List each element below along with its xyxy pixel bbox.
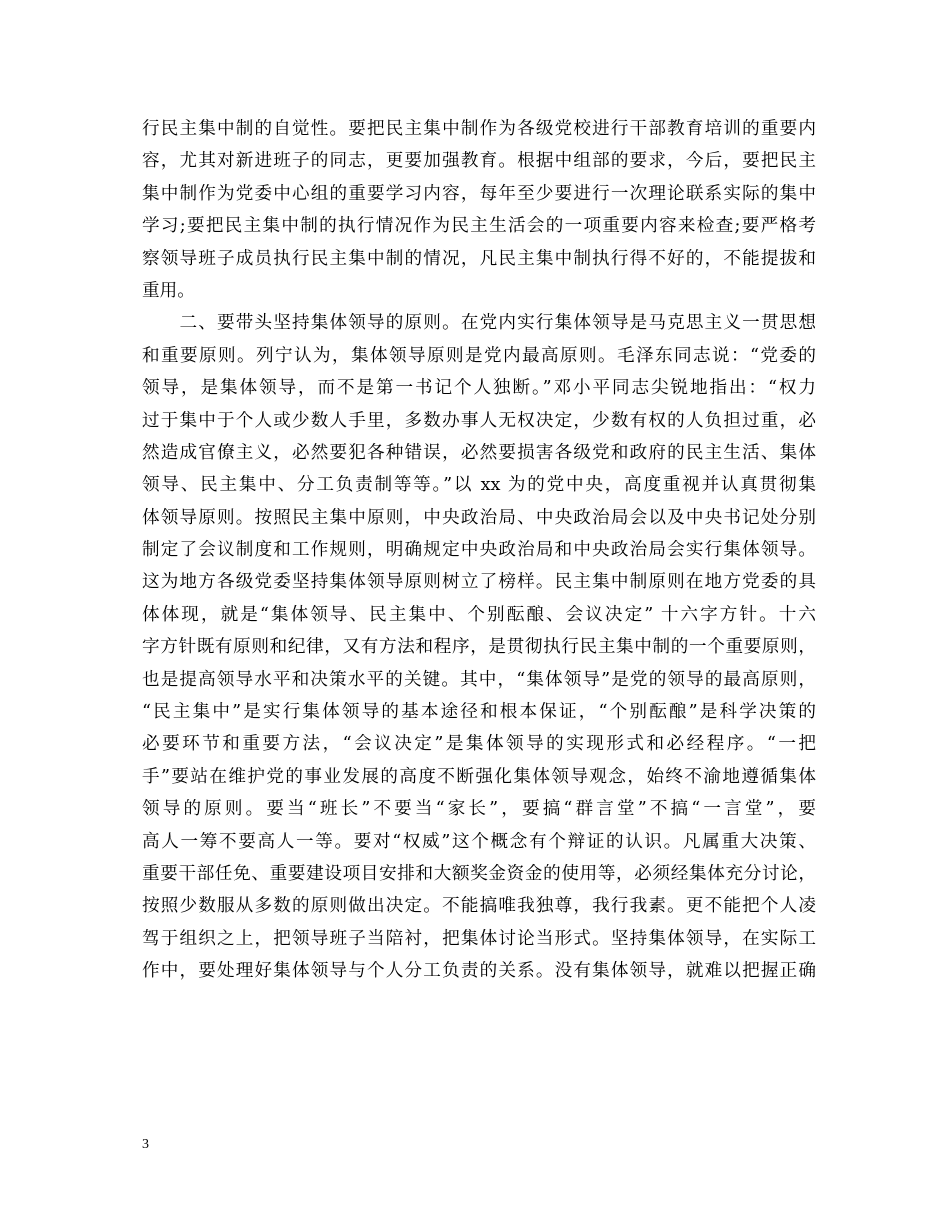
text-line: 驾于组织之上，把领导班子当陪衬，把集体讨论当形式。坚持集体领导，在实际工 (142, 928, 816, 949)
text-line: 集中制作为党委中心组的重要学习内容，每年至少要进行一次理论联系实际的集中 (142, 183, 816, 204)
text-line: 体体现，就是“集体领导、民主集中、个别酝酿、会议决定” 十六字方针。十六 (142, 604, 816, 625)
text-line: 制定了会议制度和工作规则，明确规定中央政治局和中央政治局会实行集体领导。 (142, 540, 816, 561)
text-line: 二、要带头坚持集体领导的原则。在党内实行集体领导是马克思主义一贯思想 (142, 313, 816, 334)
text-line: 领导，是集体领导，而不是第一书记个人独断。”邓小平同志尖锐地指出：“权力 (142, 378, 816, 399)
text-line: 也是提高领导水平和决策水平的关键。其中，“集体领导”是党的领导的最高原则， (142, 669, 816, 690)
text-line: 手”要站在维护党的事业发展的高度不断强化集体领导观念，始终不渝地遵循集体 (142, 766, 816, 787)
text-line: 领导、民主集中、分工负责制等等。”以 xx 为的党中央，高度重视并认真贯彻集 (142, 475, 816, 496)
text-line: 察领导班子成员执行民主集中制的情况，凡民主集中制执行得不好的，不能提拔和 (142, 248, 816, 269)
text-line: 领导的原则。要当“班长”不要当“家长”，要搞“群言堂”不搞“一言堂”，要 (142, 799, 816, 820)
text-line: 字方针既有原则和纪律，又有方法和程序，是贯彻执行民主集中制的一个重要原则， (142, 637, 816, 658)
text-line: 必要环节和重要方法，“会议决定”是集体领导的实现形式和必经程序。“一把 (142, 734, 816, 755)
text-line: 行民主集中制的自觉性。要把民主集中制作为各级党校进行干部教育培训的重要内 (142, 119, 816, 139)
page-number: 3 (142, 1137, 149, 1152)
text-line: 重用。 (142, 280, 195, 301)
text-line: 然造成官僚主义，必然要犯各种错误，必然要损害各级党和政府的民主生活、集体 (142, 442, 816, 463)
text-line: 和重要原则。列宁认为，集体领导原则是党内最高原则。毛泽东同志说：“党委的 (142, 345, 816, 366)
text-line: 学习;要把民主集中制的执行情况作为民主生活会的一项重要内容来检查;要严格考 (142, 216, 816, 237)
text-line: 这为地方各级党委坚持集体领导原则树立了榜样。民主集中制原则在地方党委的具 (142, 572, 816, 593)
text-line: 作中，要处理好集体领导与个人分工负责的关系。没有集体领导，就难以把握正确 (142, 961, 816, 982)
text-line: 高人一筹不要高人一等。要对“权威”这个概念有个辩证的认识。凡属重大决策、 (142, 831, 816, 852)
text-line: 容，尤其对新进班子的同志，更要加强教育。根据中组部的要求，今后，要把民主 (142, 151, 816, 172)
body-text (142, 113, 816, 988)
text-line: 体领导原则。按照民主集中原则，中央政治局、中央政治局会以及中央书记处分别 (142, 507, 816, 528)
text-line: 过于集中于个人或少数人手里，多数办事人无权决定，少数有权的人负担过重，必 (142, 410, 816, 431)
text-line: “民主集中”是实行集体领导的基本途径和根本保证，“个别酝酿”是科学决策的 (142, 702, 816, 723)
text-line: 重要干部任免、重要建设项目安排和大额奖金资金的使用等，必须经集体充分讨论， (142, 863, 816, 884)
text-line: 按照少数服从多数的原则做出决定。不能搞唯我独尊，我行我素。更不能把个人凌 (142, 896, 816, 917)
